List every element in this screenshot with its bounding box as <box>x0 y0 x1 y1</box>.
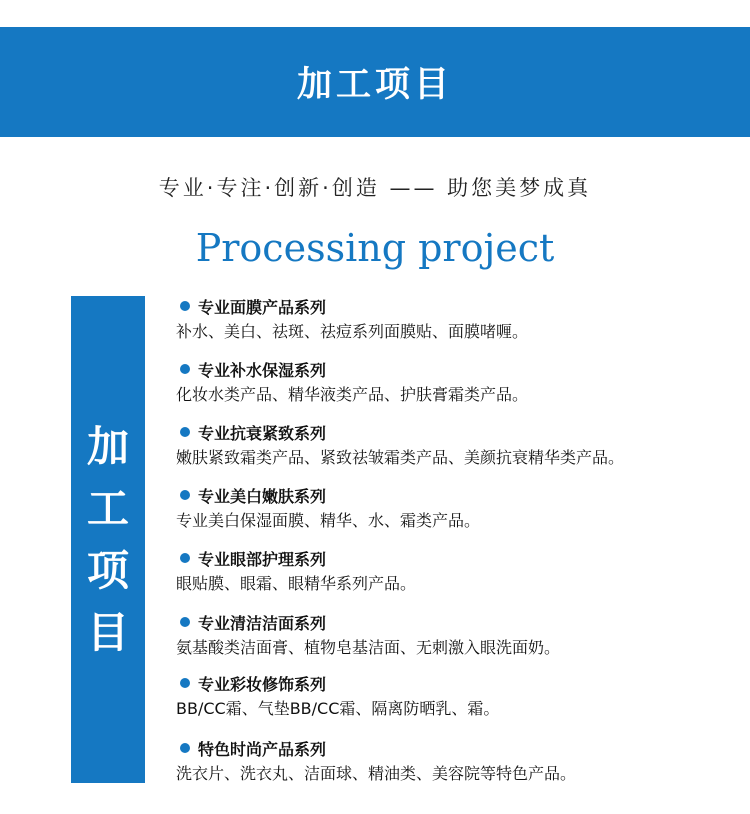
side-bar-char: 目 <box>86 607 129 657</box>
item-desc: 氨基酸类洁面膏、植物皂基洁面、无刺激入眼洗面奶。 <box>176 638 561 657</box>
side-bar-char: 工 <box>86 483 129 533</box>
item-title: 专业面膜产品系列 <box>198 297 327 317</box>
slogan: 专业·专注·创新·创造 —— 助您美梦成真 <box>158 176 592 200</box>
item-title: 专业抗衰紧致系列 <box>198 423 327 443</box>
header-banner <box>0 27 750 137</box>
item-title: 特色时尚产品系列 <box>198 739 327 759</box>
list-item <box>176 294 736 344</box>
bullet-dot-icon <box>180 678 190 688</box>
item-title: 专业彩妆修饰系列 <box>198 674 327 694</box>
item-desc: 嫩肤紧致霜类产品、紧致祛皱霜类产品、美颜抗衰精华类产品。 <box>176 448 625 467</box>
list-item <box>176 671 736 721</box>
list-item <box>176 357 736 407</box>
item-desc: 化妆水类产品、精华液类产品、护肤膏霜类产品。 <box>176 385 529 404</box>
item-desc: BB/CC霜、气垫BB/CC霜、隔离防晒乳、霜。 <box>176 699 500 718</box>
side-bar-char: 加 <box>86 421 129 471</box>
bullet-dot-icon <box>180 364 190 374</box>
bullet-dot-icon <box>180 490 190 500</box>
item-title: 专业眼部护理系列 <box>198 549 327 569</box>
list-item <box>176 546 736 596</box>
item-desc: 专业美白保湿面膜、精华、水、霜类产品。 <box>176 511 481 530</box>
side-bar-label <box>71 296 145 783</box>
page-title: 加工项目 <box>296 65 453 105</box>
list-item <box>176 610 736 660</box>
list-item <box>176 736 736 786</box>
bullet-dot-icon <box>180 427 190 437</box>
item-desc: 洗衣片、洗衣丸、洁面球、精油类、美容院等特色产品。 <box>176 764 577 783</box>
item-title: 专业补水保湿系列 <box>198 360 327 380</box>
item-title: 专业美白嫩肤系列 <box>198 486 327 506</box>
bullet-dot-icon <box>180 301 190 311</box>
list-item <box>176 483 736 533</box>
item-title: 专业清洁洁面系列 <box>198 613 327 633</box>
bullet-dot-icon <box>180 617 190 627</box>
bullet-dot-icon <box>180 743 190 753</box>
english-title: Processing project <box>195 226 555 270</box>
bullet-dot-icon <box>180 553 190 563</box>
item-desc: 补水、美白、祛斑、祛痘系列面膜贴、面膜啫喱。 <box>176 322 529 341</box>
side-bar-char: 项 <box>86 545 129 595</box>
item-desc: 眼贴膜、眼霜、眼精华系列产品。 <box>176 574 417 593</box>
list-item <box>176 420 736 470</box>
